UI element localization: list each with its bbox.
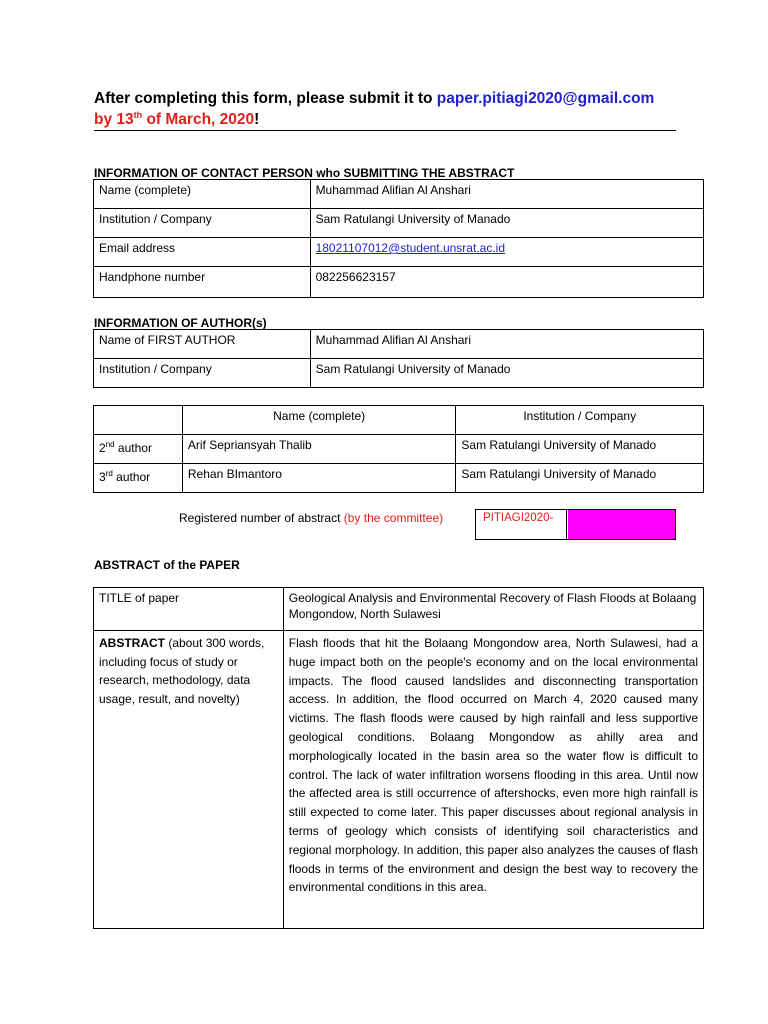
author-ordinal: 2 bbox=[99, 441, 106, 455]
submission-instruction bbox=[94, 90, 654, 108]
submission-deadline bbox=[94, 110, 259, 129]
deadline-sup: th bbox=[133, 110, 143, 120]
second-author-name[interactable]: Arif Sepriansyah Thalib bbox=[182, 435, 456, 464]
contact-table bbox=[93, 179, 704, 298]
co-author-institution-header: Institution / Company bbox=[456, 406, 704, 435]
author-word: author bbox=[112, 470, 151, 484]
co-author-name-header: Name (complete) bbox=[182, 406, 456, 435]
contact-email-value[interactable] bbox=[310, 238, 703, 267]
table-row bbox=[94, 631, 704, 929]
registration-number-field[interactable] bbox=[568, 510, 675, 539]
co-author-header-blank bbox=[94, 406, 183, 435]
table-row bbox=[94, 359, 704, 388]
header-divider bbox=[94, 130, 676, 131]
contact-email-label: Email address bbox=[94, 238, 311, 267]
author-ordinal: 3 bbox=[99, 470, 106, 484]
first-author-table bbox=[93, 329, 704, 388]
third-author-institution[interactable]: Sam Ratulangi University of Manado bbox=[456, 464, 704, 493]
abstract-table bbox=[93, 587, 704, 929]
contact-phone-label: Handphone number bbox=[94, 267, 311, 298]
contact-name-value[interactable]: Muhammad Alifian Al Anshari bbox=[310, 180, 703, 209]
author-ordinal-sup: rd bbox=[105, 469, 113, 478]
paper-title-value[interactable]: Geological Analysis and Environmental Recovery of Flash Floods at Bolaang Mongondow, North Sulawesi bbox=[283, 588, 703, 631]
abstract-section-heading: ABSTRACT of the PAPER bbox=[94, 558, 240, 572]
contact-name-label: Name (complete) bbox=[94, 180, 311, 209]
first-author-name-value[interactable]: Muhammad Alifian Al Anshari bbox=[310, 330, 703, 359]
table-row bbox=[94, 406, 704, 435]
third-author-label bbox=[94, 464, 183, 493]
contact-institution-value[interactable]: Sam Ratulangi University of Manado bbox=[310, 209, 703, 238]
deadline-text bbox=[94, 111, 254, 128]
deadline-post: of March, 2020 bbox=[142, 111, 255, 129]
contact-section-heading: INFORMATION OF CONTACT PERSON who SUBMITTING THE ABSTRACT bbox=[94, 166, 515, 180]
table-row bbox=[94, 588, 704, 631]
second-author-label bbox=[94, 435, 183, 464]
deadline-exclamation: ! bbox=[254, 111, 260, 129]
registration-by-committee: (by the committee) bbox=[343, 511, 444, 525]
abstract-label-rest: (about 300 words, including focus of study or research, methodology, data usage, result, and novelty) bbox=[99, 636, 265, 706]
instruction-lead: After completing this form, please submit it to bbox=[94, 90, 437, 107]
contact-phone-value[interactable]: 082256623157 bbox=[310, 267, 703, 298]
table-row bbox=[94, 330, 704, 359]
third-author-name[interactable]: Rehan BImantoro bbox=[182, 464, 456, 493]
registration-code-prefix: PITIAGI2020- bbox=[476, 510, 567, 539]
registration-number-box bbox=[475, 509, 676, 540]
abstract-label bbox=[94, 631, 284, 929]
registration-label bbox=[179, 511, 443, 525]
contact-email-link[interactable]: 18021107012@student.unsrat.ac.id bbox=[315, 241, 505, 255]
table-row bbox=[94, 238, 704, 267]
registration-label-text: Registered number of abstract bbox=[179, 511, 344, 525]
table-row bbox=[94, 464, 704, 493]
author-word: author bbox=[114, 441, 152, 455]
table-row bbox=[94, 267, 704, 298]
co-authors-table bbox=[93, 405, 704, 493]
second-author-institution[interactable]: Sam Ratulangi University of Manado bbox=[456, 435, 704, 464]
deadline-pre: by 13 bbox=[94, 111, 134, 129]
paper-title-label: TITLE of paper bbox=[94, 588, 284, 631]
table-row bbox=[94, 209, 704, 238]
table-row bbox=[94, 180, 704, 209]
submission-email-link[interactable]: paper.pitiagi2020@gmail.com bbox=[436, 90, 655, 107]
author-ordinal-sup: nd bbox=[105, 440, 115, 449]
abstract-text[interactable]: Flash floods that hit the Bolaang Mongondow area, North Sulawesi, had a huge impact both on the people's economy and on the local environmental impacts. The flood caused landslides and disconnecting transportation access. In addition, the flood occurred on March 4, 2020 caused many victims. The flash floods were caused by high rainfall and less supportive geological conditions. Bolaang Mongondow as ahilly area and morphologically located in the basin area so the water flow is difficult to control. The lack of water infiltration worsens flooding in this area. Until now the affected area is still occurrence of aftershocks, even more high rainfall is still expected to come later. This paper discusses about regional analysis in terms of geology which consists of identifying soil characteristics and regional morphology. In addition, this paper also analyzes the causes of flash floods in terms of the environment and design the best way to recovery the environmental conditions in this area. bbox=[283, 631, 703, 929]
first-author-institution-label: Institution / Company bbox=[94, 359, 311, 388]
first-author-name-label: Name of FIRST AUTHOR bbox=[94, 330, 311, 359]
first-author-institution-value[interactable]: Sam Ratulangi University of Manado bbox=[310, 359, 703, 388]
table-row bbox=[94, 435, 704, 464]
contact-institution-label: Institution / Company bbox=[94, 209, 311, 238]
authors-section-heading: INFORMATION OF AUTHOR(s) bbox=[94, 316, 267, 330]
abstract-label-bold: ABSTRACT bbox=[99, 636, 165, 650]
